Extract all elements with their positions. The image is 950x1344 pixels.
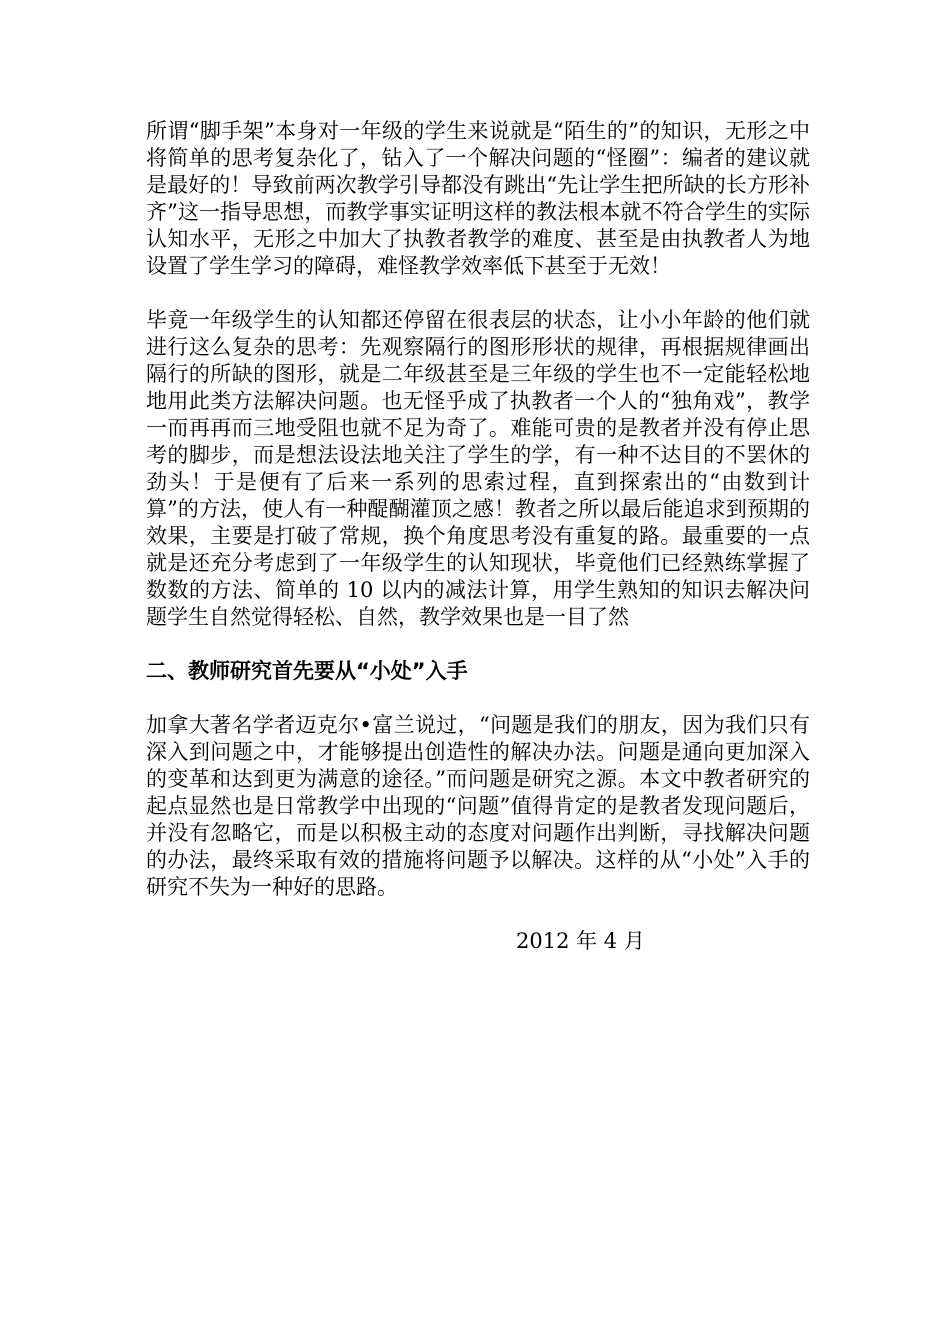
paragraph-gap [146, 685, 810, 712]
paragraph-scaffold-critique: 所谓“脚手架”本身对一年级的学生来说就是“陌生的”的知识，无形之中将简单的思考复杂化了，钻入了一个解决问题的“怪圈”：编者的建议就是最好的！导致前两次教学引导都没有跳出“先让学生把所缺的长方形补齐”这一指导思想，而教学事实证明这样的教法根本就不符合学生的实际认知水平，无形之中加大了执教者教学的难度、甚至是由执教者人为地设置了学生学习的障碍，难怪教学效率低下甚至于无效！ [146, 119, 810, 278]
paragraph-first-grade-cognition: 毕竟一年级学生的认知都还停留在很表层的状态，让小小年龄的他们就进行这么复杂的思考：先观察隔行的图形形状的规律，再根据规律画出隔行的所缺的图形，就是二年级甚至是三年级的学生也不一定能轻松地地用此类方法解决问题。也无怪乎成了执教者一个人的“独角戏”，教学一而再再而三地受阻也就不足为奇了。难能可贵的是教者并没有停止思考的脚步，而是想法设法地关注了学生的学，有一种不达目的不罢休的劲头！于是便有了后来一系列的思索过程，直到探索出的“由数到计算”的方法，使人有一种醍醐灌顶之感！教者之所以最后能追求到预期的效果，主要是打破了常规，换个角度思考没有重复的路。最重要的一点就是还充分考虑到了一年级学生的认知现状，毕竟他们已经熟练掌握了数数的方法、简单的 10 以内的减法计算，用学生熟知的知识去解决问题学生自然觉得轻松、自然，教学效果也是一目了然 [146, 308, 810, 629]
paragraph-gap [146, 901, 810, 928]
paragraph-research-from-problems: 加拿大著名学者迈克尔•富兰说过，“问题是我们的朋友，因为我们只有深入到问题之中，才能够提出创造性的解决办法。问题是通向更加深入的变革和达到更为满意的途径。”而问题是研究之源。本文中教者研究的起点显然也是日常教学中出现的“问题”值得肯定的是教者发现问题后，并没有忽略它，而是以积极主动的态度对问题作出判断，寻找解决问题的办法，最终采取有效的措施将问题予以解决。这样的从“小处”入手的研究不失为一种好的思路。 [146, 713, 810, 899]
paragraph-gap [146, 280, 810, 307]
paragraph-gap [146, 631, 810, 658]
document-date: 2012 年 4 月 [516, 929, 645, 953]
document-body [146, 118, 810, 955]
section-heading: 二、教师研究首先要从“小处”入手 [146, 659, 468, 683]
